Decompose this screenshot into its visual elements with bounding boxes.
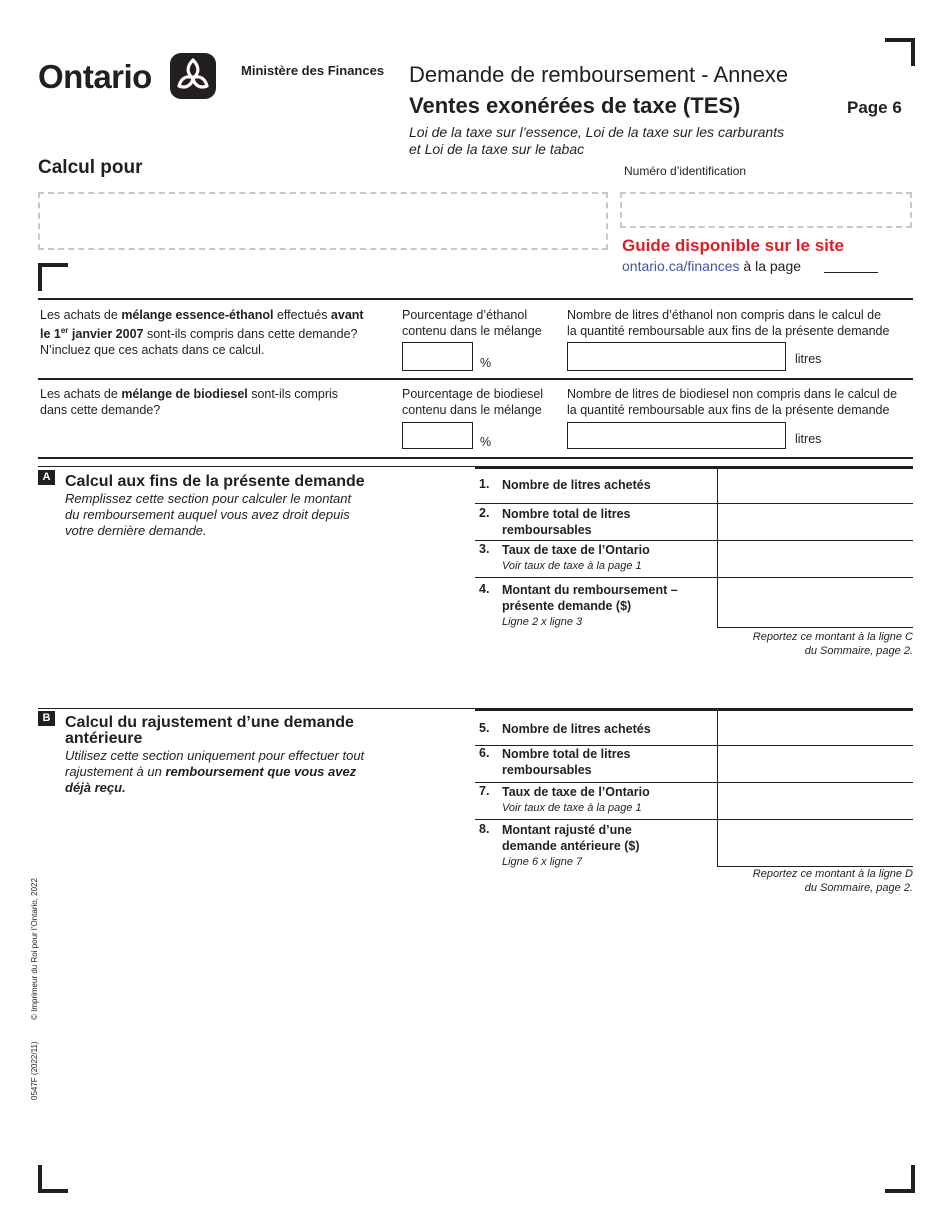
line-3-amount-input[interactable] [718,541,913,577]
form-code: 0547F (2022/11) [30,1041,39,1100]
guide-available-text: Guide disponible sur le site [622,236,844,255]
line-7-label [502,784,650,816]
laws-line-1: Loi de la taxe sur l’essence, Loi de la taxe sur les carburants [409,124,785,140]
line-3-number: 3. [479,542,490,556]
biodiesel-litres-input[interactable] [567,422,786,449]
biodiesel-litres-label [567,386,897,418]
ethanol-litres-unit: litres [795,352,822,366]
section-a-desc-3: votre dernière demande. [65,523,207,538]
form-annexe-title: Demande de remboursement - Annexe [409,62,789,87]
line-8-note: Ligne 6 x ligne 7 [502,856,583,868]
section-a-title: Calcul aux fins de la présente demande [65,473,365,490]
ethanol-q-line3: N’incluez que ces achats dans ce calcul. [40,343,265,358]
biodiesel-percent-label [402,386,543,418]
copyright-notice: © Imprimeur du Roi pour l’Ontario, 2022 [30,878,39,1020]
line-7-number: 7. [479,784,490,798]
line-8-number: 8. [479,822,490,836]
section-b-left-rule [38,708,475,709]
ethanol-q-sup: er [60,326,69,335]
section-a-line-divider [717,627,913,628]
ethanol-question [40,307,400,358]
section-b-title-2: antérieure [65,730,143,747]
calc-for-field[interactable] [38,192,608,250]
id-number-field[interactable] [620,192,912,228]
ethanol-q-date-b: janvier 2007 [68,327,144,342]
section-a-report-2: du Sommaire, page 2. [804,645,913,657]
line-7-label-1: Taux de taxe de l’Ontario [502,785,650,799]
ethanol-litres-input[interactable] [567,342,786,371]
line-8-label-1: Montant rajusté d’une [502,823,632,837]
section-a-report-1: Reportez ce montant à la ligne C [752,631,913,643]
line-4-note: Ligne 2 x ligne 3 [502,616,583,628]
line-6-label [502,746,631,778]
line-4-label-2: présente demande ($) [502,599,632,613]
biodiesel-litres-unit: litres [795,432,822,446]
line-6-amount-input[interactable] [718,746,913,782]
section-a-desc-2: du remboursement auquel vous avez droit depuis [65,507,350,522]
line-8-amount-input[interactable] [718,820,913,866]
ethanol-pct-label-1: Pourcentage d’éthanol [402,308,528,322]
section-b-report-note [650,867,913,895]
line-2-label-2: remboursables [502,523,592,537]
line-2-label-1: Nombre total de litres [502,507,631,521]
section-b-desc-2-pre: rajustement à un [65,764,166,779]
ethanol-percent-unit: % [480,356,492,370]
corner-mark-mid-left [38,263,68,291]
line-7-amount-input[interactable] [718,783,913,819]
line-2-label [502,506,631,538]
section-b-desc-3-bold: déjà reçu. [65,780,126,795]
corner-mark-bottom-right [885,1165,915,1193]
line-6-label-1: Nombre total de litres [502,747,631,761]
ethanol-q-rest: sont-ils compris dans cette demande? [143,327,358,342]
line-4-label-1: Montant du remboursement – [502,583,678,597]
ethanol-q-bold1: mélange essence-éthanol [121,308,274,322]
ministry-name: Ministère des Finances [241,63,385,78]
laws-text [409,124,784,158]
line-5-number: 5. [479,721,490,735]
section-a-badge: A [38,470,55,485]
biodiesel-q-rest: sont-ils compris [247,387,339,401]
page-number: Page 6 [847,98,902,117]
section-b-title-1: Calcul du rajustement d’une demande [65,714,354,731]
ethanol-litres-label [567,307,889,339]
ethanol-litres-label-1: Nombre de litres d’éthanol non compris dans le calcul de [567,308,882,322]
line-4-number: 4. [479,582,490,596]
corner-mark-bottom-left [38,1165,68,1193]
section-a-top-rule [38,457,913,459]
section-b-report-2: du Sommaire, page 2. [804,882,913,894]
calc-for-label: Calcul pour [38,157,143,178]
line-2-number: 2. [479,506,490,520]
guide-reference [622,258,801,274]
ethanol-percent-label [402,307,542,339]
line-8-label-2: demande antérieure ($) [502,839,640,853]
line-5-label: Nombre de litres achetés [502,722,651,736]
section-a-desc-1: Remplissez cette section pour calculer le montant [65,491,352,506]
trillium-icon [170,53,216,99]
section-b-lines [475,711,913,866]
ethanol-q-bold2: avant [330,308,364,322]
line-1-number: 1. [479,477,490,491]
section-b-desc-1: Utilisez cette section uniquement pour effectuer tout [65,748,365,763]
guide-link[interactable]: ontario.ca/finances [622,258,740,274]
line-1-amount-input[interactable] [718,470,913,503]
divider-biodiesel-top [38,378,913,380]
line-1-label: Nombre de litres achetés [502,478,651,492]
line-3-label-1: Taux de taxe de l’Ontario [502,543,650,557]
ethanol-q-mid: effectués [273,308,331,322]
biodiesel-pct-label-1: Pourcentage de biodiesel [402,387,544,401]
section-b-desc-2-bold: remboursement que vous avez [165,764,357,779]
ethanol-q-pre: Les achats de [40,308,122,322]
line-3-note: Voir taux de taxe à la page 1 [502,560,642,572]
biodiesel-litres-label-1: Nombre de litres de biodiesel non compris dans le calcul de [567,387,898,401]
section-b-description [65,748,364,796]
section-a-description [65,491,351,539]
line-8-label [502,822,640,870]
line-3-label [502,542,650,574]
biodiesel-percent-input[interactable] [402,422,473,449]
biodiesel-pct-label-2: contenu dans le mélange [402,403,542,417]
guide-page-label: à la page [743,258,802,274]
section-b-report-1: Reportez ce montant à la ligne D [752,868,913,880]
corner-mark-top-right [885,38,915,66]
line-5-amount-input[interactable] [718,712,913,745]
guide-page-blank[interactable] [824,272,878,273]
section-a-left-rule [38,466,475,467]
ethanol-q-date-a: le 1 [40,327,61,342]
line-6-number: 6. [479,746,490,760]
laws-line-2: et Loi de la taxe sur le tabac [409,141,585,157]
biodiesel-q-pre: Les achats de [40,387,122,401]
biodiesel-question [40,386,400,418]
section-b-badge: B [38,711,55,726]
line-4-label [502,582,678,630]
biodiesel-percent-unit: % [480,435,492,449]
biodiesel-q-bold: mélange de biodiesel [121,387,248,401]
line-4-amount-input[interactable] [718,578,913,627]
ontario-logo-text: Ontario [38,58,152,95]
id-number-label: Numéro d’identification [624,164,747,178]
ethanol-pct-label-2: contenu dans le mélange [402,324,542,338]
line-7-note: Voir taux de taxe à la page 1 [502,802,642,814]
ethanol-percent-input[interactable] [402,342,473,371]
section-a-report-note [650,630,913,658]
section-a-lines [475,469,913,627]
line-2-amount-input[interactable] [718,504,913,540]
section-b-title [65,715,354,747]
form-title: Ventes exonérées de taxe (TES) [409,93,741,118]
divider-ethanol-top [38,298,913,300]
ethanol-litres-label-2: la quantité remboursable aux fins de la présente demande [567,324,890,338]
biodiesel-litres-label-2: la quantité remboursable aux fins de la présente demande [567,403,890,417]
biodiesel-q-line2: dans cette demande? [40,403,161,417]
line-6-label-2: remboursables [502,763,592,777]
